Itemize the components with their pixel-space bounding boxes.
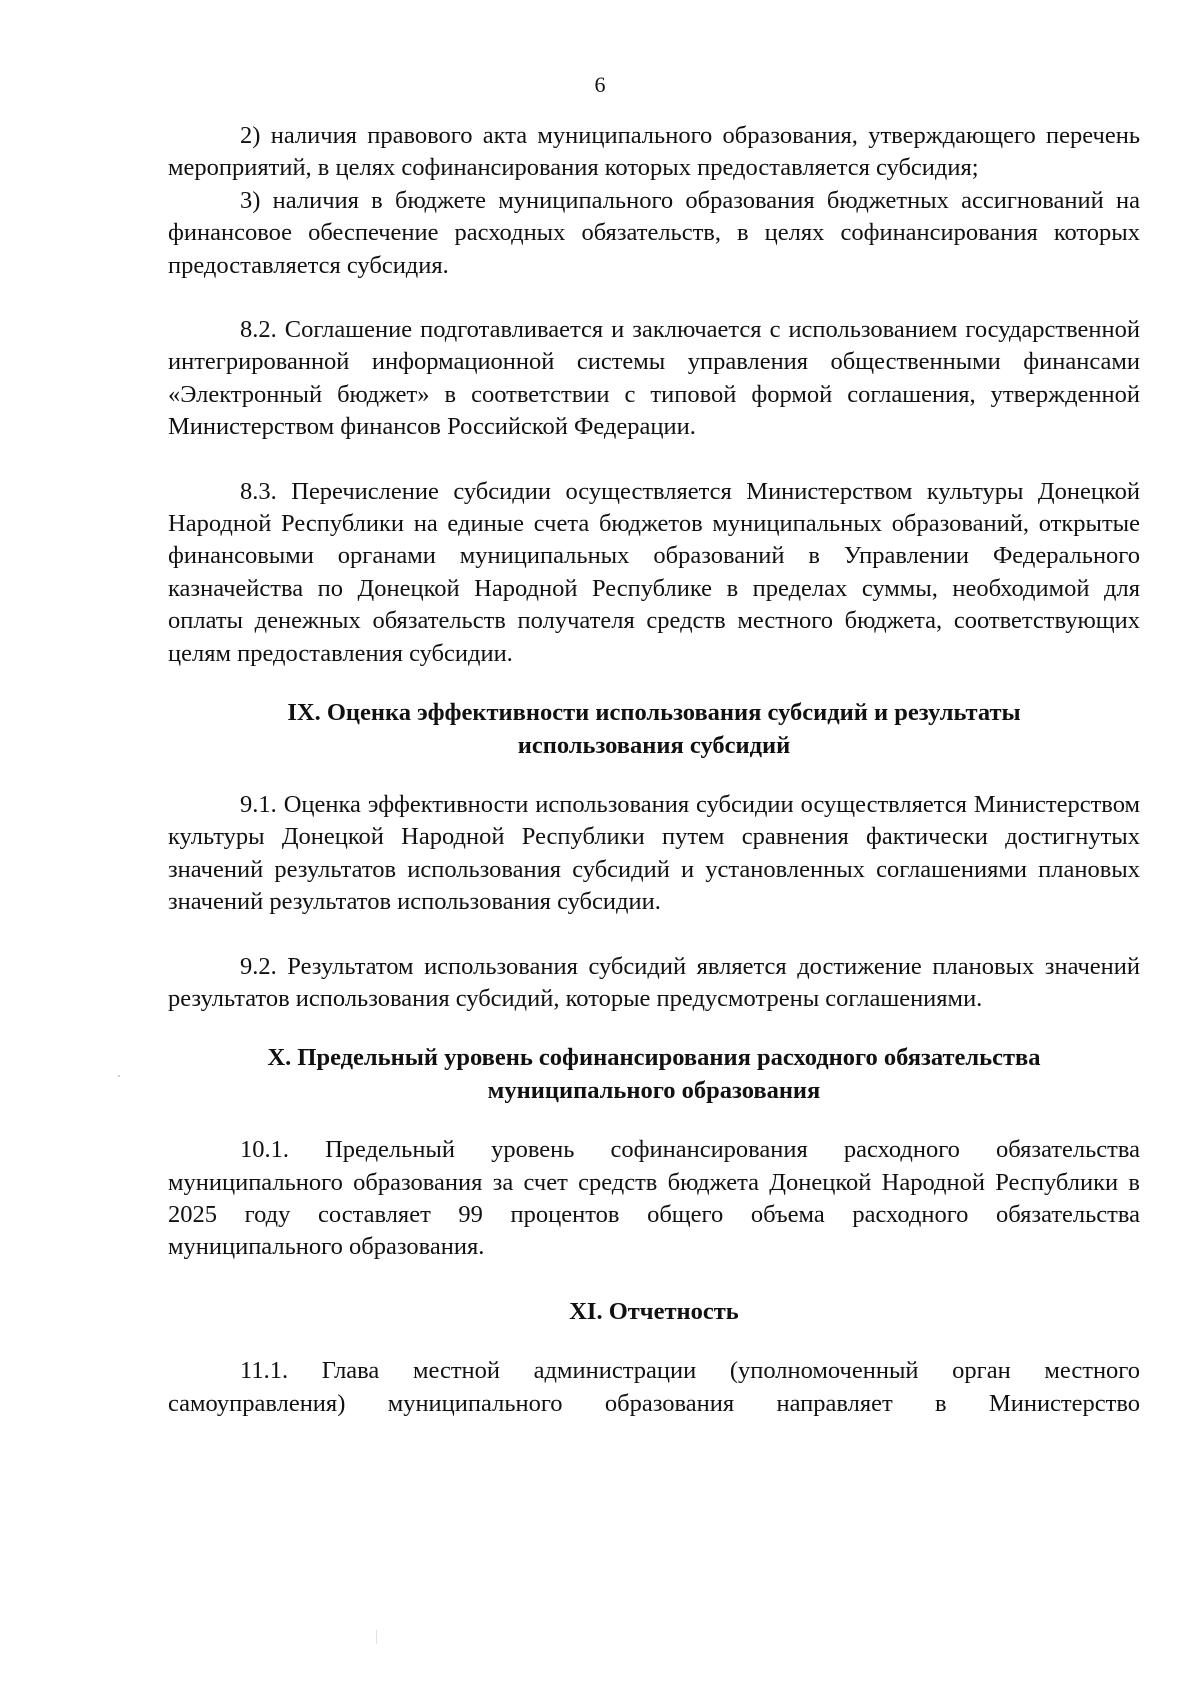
scan-mark <box>118 1075 120 1077</box>
scan-mark <box>376 1630 377 1644</box>
paragraph-item-3: 3) наличия в бюджете муниципального образования бюджетных ассигнований на финансовое обеспечение расходных обязательств, в целях софинансирования которых предоставляется субсидия. <box>168 186 1140 279</box>
document-body <box>168 120 1140 1420</box>
page-number: 6 <box>594 72 606 97</box>
paragraph-8-3: 8.3. Перечисление субсидии осуществляется Министерством культуры Донецкой Народной Республики на единые счета бюджетов муниципальных образований, открытые финансовыми органами муниципальных образований в Управлении Федерального казначейства по Донецкой Народной Республике в пределах суммы, необходимой для оплаты денежных обязательств получателя средств местного бюджета, соответствующих целям предоставления субсидии. <box>168 477 1140 667</box>
section-heading-xi: XI. Отчетность <box>569 1297 739 1325</box>
paragraph-item-2: 2) наличия правового акта муниципального образования, утверждающего перечень мероприятий, в целях софинансирования которых предоставляется субсидия; <box>168 122 1140 182</box>
section-heading-line: использования субсидий <box>517 731 791 759</box>
paragraph-8-2: 8.2. Соглашение подготавливается и заключается с использованием государственной интегрированной информационной системы управления общественными финансами «Электронный бюджет» в соответствии с типовой формой соглашения, утвержденной Министерством финансов Российской Федерации. <box>168 316 1140 441</box>
section-heading-line: X. Предельный уровень софинансирования расходного обязательства <box>267 1044 1041 1072</box>
section-heading-line: IX. Оценка эффективности использования субсидий и результаты <box>287 699 1021 727</box>
section-heading-ix <box>168 697 1140 762</box>
section-heading-line: муниципального образования <box>487 1076 821 1104</box>
paragraph-11-1: 11.1. Глава местной администрации (уполномоченный орган местного самоуправления) муниципального образования направляет в Министерство <box>168 1357 1140 1417</box>
paragraph-10-1: 10.1. Предельный уровень софинансирования расходного обязательства муниципального образования за счет средств бюджета Донецкой Народной Республики в 2025 году составляет 99 процентов общего объема расходного обязательства муниципального образования. <box>168 1136 1140 1261</box>
section-heading-x <box>168 1042 1140 1107</box>
paragraph-9-2: 9.2. Результатом использования субсидий является достижение плановых значений результатов использования субсидий, которые предусмотрены соглашениями. <box>168 952 1140 1012</box>
paragraph-9-1: 9.1. Оценка эффективности использования субсидии осуществляется Министерством культуры Донецкой Народной Республики путем сравнения фактически достигнутых значений результатов использования субсидий и установленных соглашениями плановых значений результатов использования субсидии. <box>168 790 1140 916</box>
